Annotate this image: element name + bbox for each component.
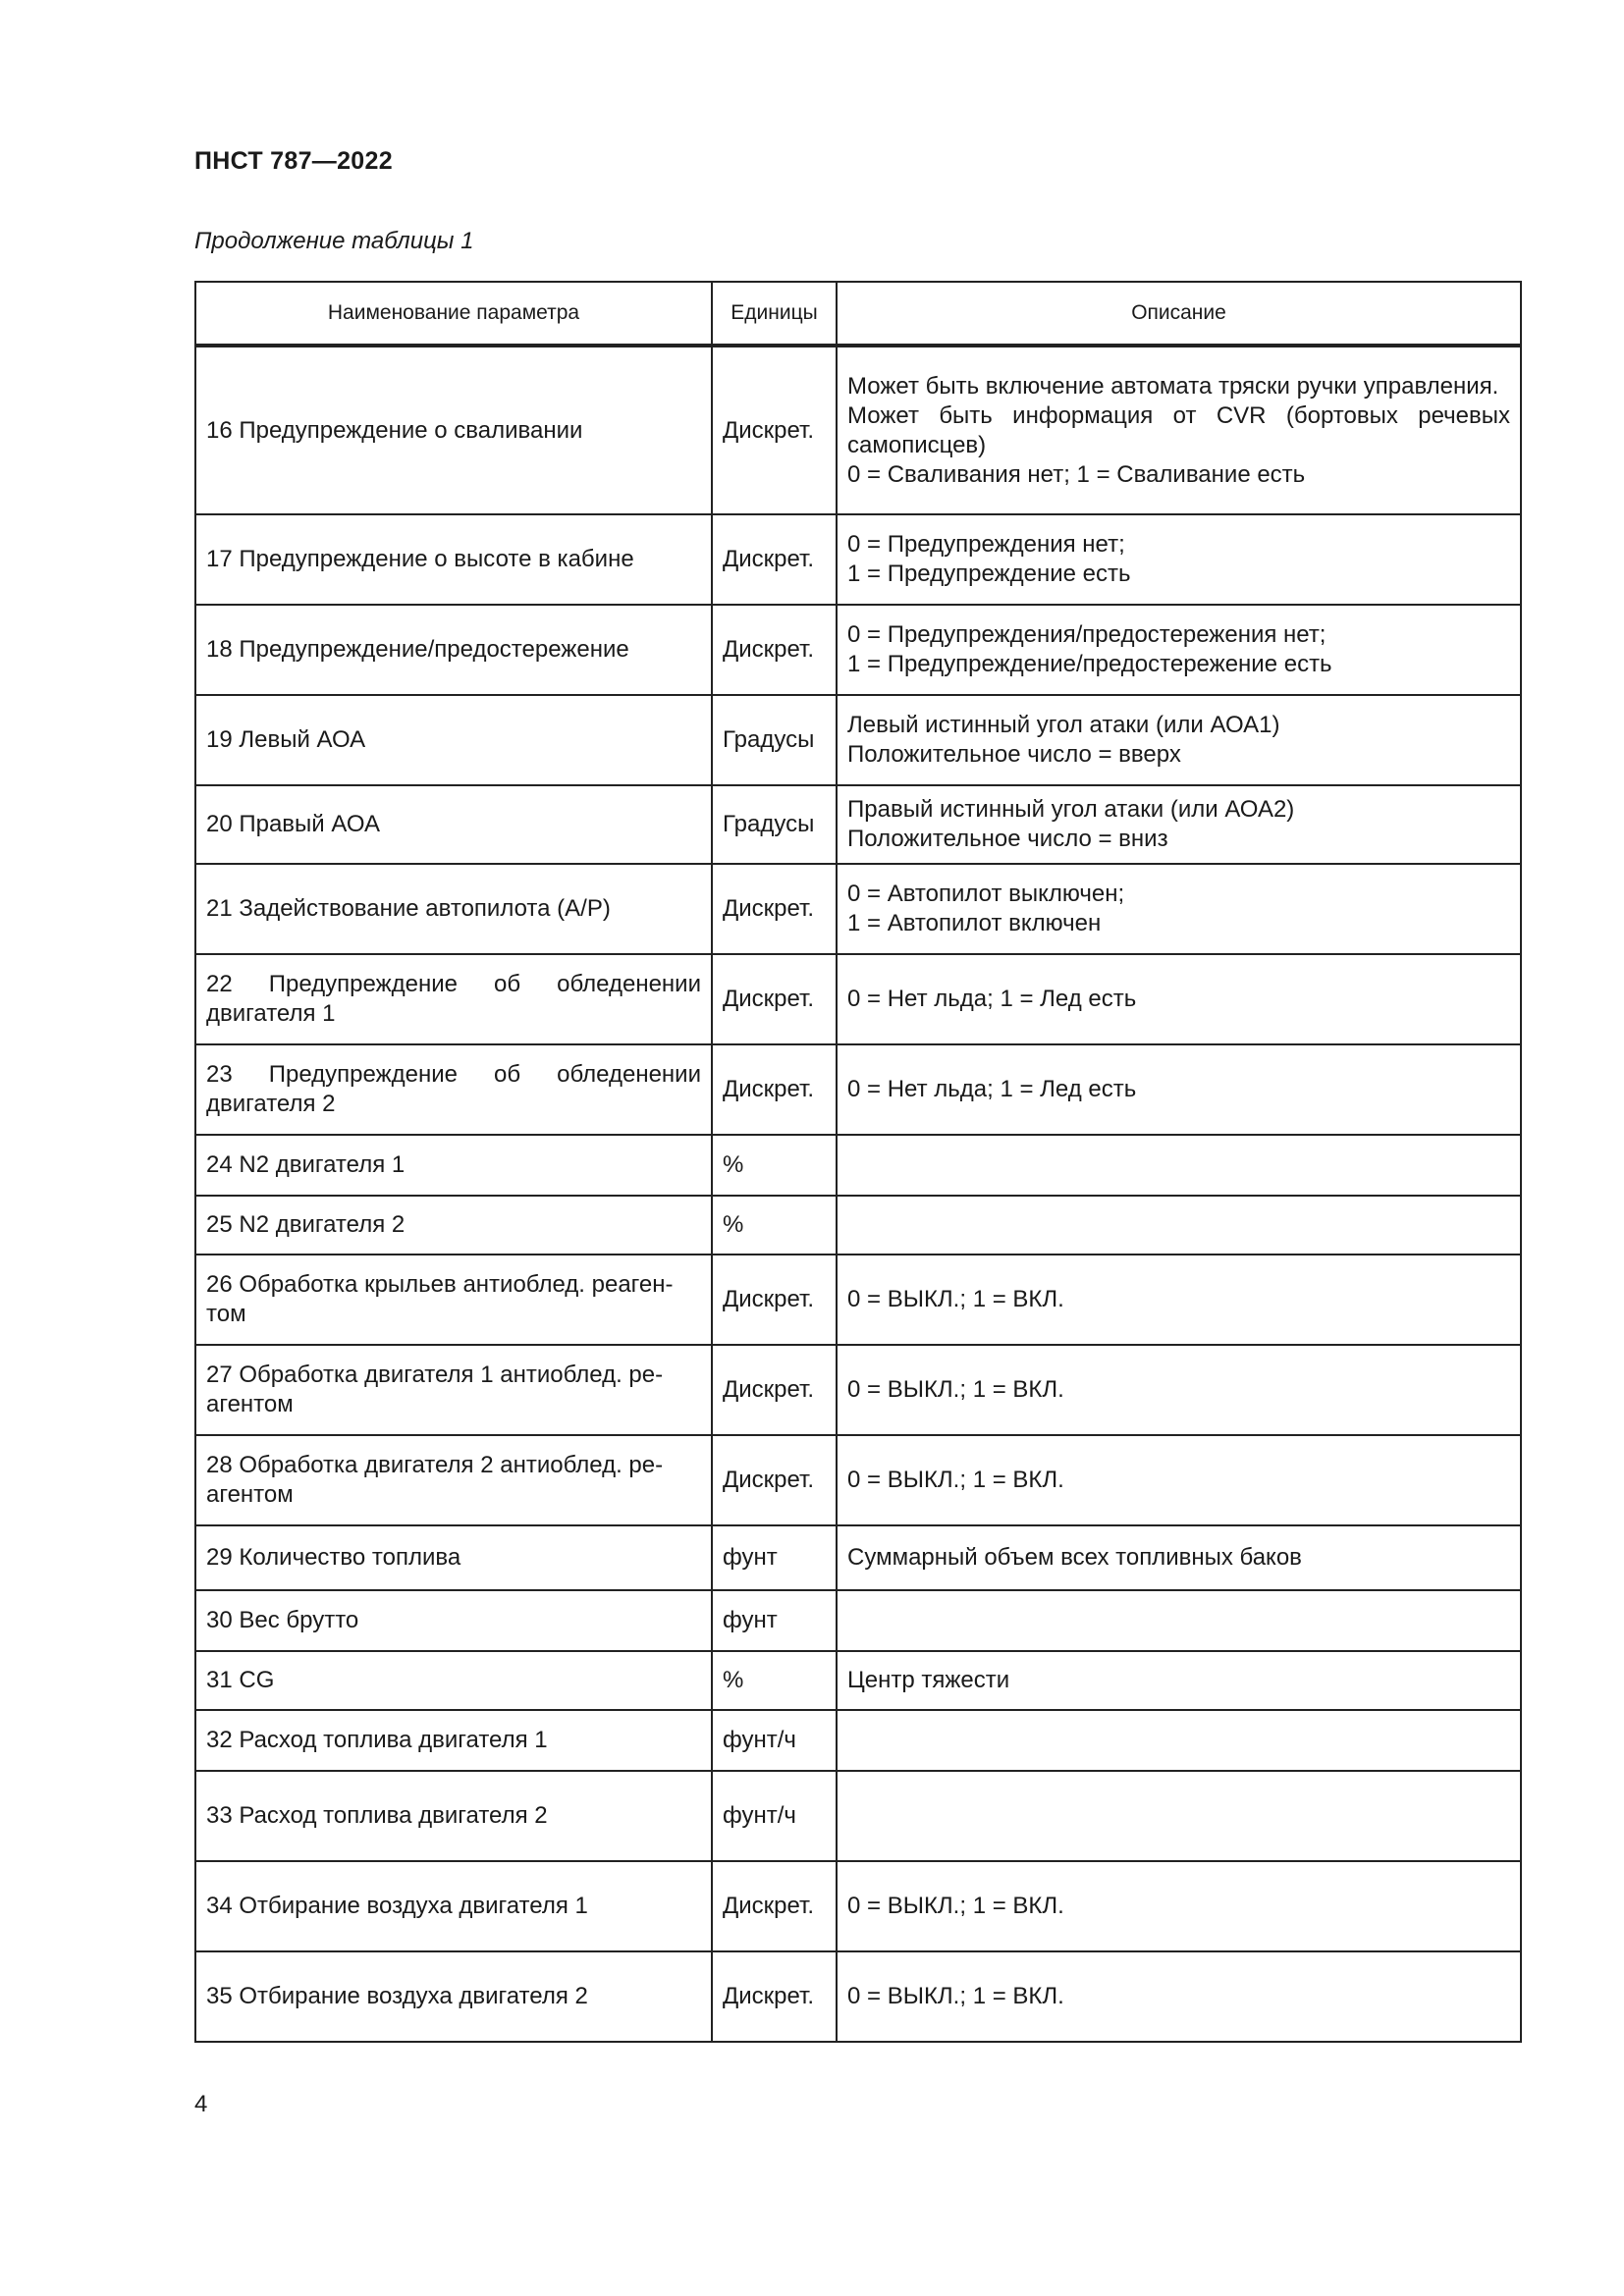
cell-description: 0 = ВЫКЛ.; 1 = ВКЛ.: [837, 1435, 1521, 1525]
cell-units: Дискрет.: [712, 1345, 837, 1435]
cell-units: Дискрет.: [712, 1951, 837, 2042]
cell-description: 0 = Автопилот выключен; 1 = Автопилот включен: [837, 864, 1521, 954]
cell-description: Правый истинный угол атаки (или АОА2) Положительное число = вниз: [837, 785, 1521, 864]
cell-description: [837, 1590, 1521, 1651]
table-row: [195, 785, 1521, 864]
parameters-table: [194, 281, 1522, 2043]
cell-parameter-name: 29 Количество топлива: [195, 1525, 712, 1590]
table-row: [195, 605, 1521, 695]
table-row: [195, 1771, 1521, 1861]
cell-units: Дискрет.: [712, 864, 837, 954]
table-row: [195, 1135, 1521, 1196]
cell-description: Центр тяжести: [837, 1651, 1521, 1710]
table-row: [195, 864, 1521, 954]
cell-units: Дискрет.: [712, 1255, 837, 1345]
table-row: [195, 1861, 1521, 1951]
cell-parameter-name: 26 Обработка крыльев антиоблед. реаген- том: [195, 1255, 712, 1345]
cell-parameter-name: 33 Расход топлива двигателя 2: [195, 1771, 712, 1861]
cell-units: Дискрет.: [712, 346, 837, 514]
table-row: [195, 346, 1521, 514]
table-row: [195, 1710, 1521, 1771]
cell-parameter-name: 17 Предупреждение о высоте в кабине: [195, 514, 712, 605]
document-code: ПНСТ 787—2022: [194, 147, 393, 175]
cell-description: 0 = Нет льда; 1 = Лед есть: [837, 954, 1521, 1044]
table-row: [195, 1345, 1521, 1435]
table-row: [195, 1255, 1521, 1345]
cell-parameter-name: 16 Предупреждение о сваливании: [195, 346, 712, 514]
cell-units: фунт: [712, 1525, 837, 1590]
cell-parameter-name: 35 Отбирание воздуха двигателя 2: [195, 1951, 712, 2042]
cell-units: Дискрет.: [712, 1044, 837, 1135]
cell-parameter-name: 30 Вес брутто: [195, 1590, 712, 1651]
table-row: [195, 514, 1521, 605]
cell-parameter-name: 25 N2 двигателя 2: [195, 1196, 712, 1255]
cell-description: 0 = Предупреждения/предостережения нет; 1 = Предупреждение/предостережение есть: [837, 605, 1521, 695]
table-continuation-caption: Продолжение таблицы 1: [194, 228, 474, 254]
cell-parameter-name: 32 Расход топлива двигателя 1: [195, 1710, 712, 1771]
cell-description: Может быть включение автомата тряски ручки управления. Может быть информация от CVR (бортовых речевых самописцев) 0 = Сваливания нет; 1 = Сваливание есть: [837, 346, 1521, 514]
cell-parameter-name: 24 N2 двигателя 1: [195, 1135, 712, 1196]
table-row: [195, 1590, 1521, 1651]
cell-description: [837, 1135, 1521, 1196]
cell-description: 0 = ВЫКЛ.; 1 = ВКЛ.: [837, 1255, 1521, 1345]
cell-description: 0 = ВЫКЛ.; 1 = ВКЛ.: [837, 1345, 1521, 1435]
cell-units: Дискрет.: [712, 1435, 837, 1525]
cell-units: %: [712, 1651, 837, 1710]
cell-units: %: [712, 1196, 837, 1255]
column-header-units: Единицы: [712, 282, 837, 346]
cell-parameter-name: 28 Обработка двигателя 2 антиоблед. ре- агентом: [195, 1435, 712, 1525]
cell-description: Левый истинный угол атаки (или АОА1) Положительное число = вверх: [837, 695, 1521, 785]
cell-parameter-name: 21 Задействование автопилота (А/Р): [195, 864, 712, 954]
cell-parameter-name: 18 Предупреждение/предостережение: [195, 605, 712, 695]
table-row: [195, 1951, 1521, 2042]
cell-units: Дискрет.: [712, 605, 837, 695]
column-header-name: Наименование параметра: [195, 282, 712, 346]
cell-description: Суммарный объем всех топливных баков: [837, 1525, 1521, 1590]
cell-units: %: [712, 1135, 837, 1196]
cell-units: фунт: [712, 1590, 837, 1651]
table-row: [195, 695, 1521, 785]
cell-parameter-name: 19 Левый АОА: [195, 695, 712, 785]
cell-parameter-name: 22 Предупреждение об обледенении двигателя 1: [195, 954, 712, 1044]
cell-description: 0 = ВЫКЛ.; 1 = ВКЛ.: [837, 1951, 1521, 2042]
table-header-row: [195, 282, 1521, 346]
cell-units: Дискрет.: [712, 1861, 837, 1951]
cell-description: [837, 1710, 1521, 1771]
column-header-description: Описание: [837, 282, 1521, 346]
cell-units: Дискрет.: [712, 954, 837, 1044]
cell-units: фунт/ч: [712, 1710, 837, 1771]
table-body: [195, 346, 1521, 2042]
cell-description: 0 = ВЫКЛ.; 1 = ВКЛ.: [837, 1861, 1521, 1951]
table-row: [195, 1044, 1521, 1135]
cell-parameter-name: 20 Правый АОА: [195, 785, 712, 864]
cell-parameter-name: 23 Предупреждение об обледенении двигателя 2: [195, 1044, 712, 1135]
table-row: [195, 1525, 1521, 1590]
cell-description: 0 = Нет льда; 1 = Лед есть: [837, 1044, 1521, 1135]
table-row: [195, 954, 1521, 1044]
table-row: [195, 1651, 1521, 1710]
table-row: [195, 1435, 1521, 1525]
cell-units: фунт/ч: [712, 1771, 837, 1861]
cell-description: 0 = Предупреждения нет; 1 = Предупреждение есть: [837, 514, 1521, 605]
cell-parameter-name: 34 Отбирание воздуха двигателя 1: [195, 1861, 712, 1951]
cell-description: [837, 1196, 1521, 1255]
page-number: 4: [194, 2091, 208, 2117]
cell-parameter-name: 27 Обработка двигателя 1 антиоблед. ре- агентом: [195, 1345, 712, 1435]
cell-units: Градусы: [712, 785, 837, 864]
cell-parameter-name: 31 CG: [195, 1651, 712, 1710]
table-row: [195, 1196, 1521, 1255]
cell-description: [837, 1771, 1521, 1861]
cell-units: Дискрет.: [712, 514, 837, 605]
cell-units: Градусы: [712, 695, 837, 785]
